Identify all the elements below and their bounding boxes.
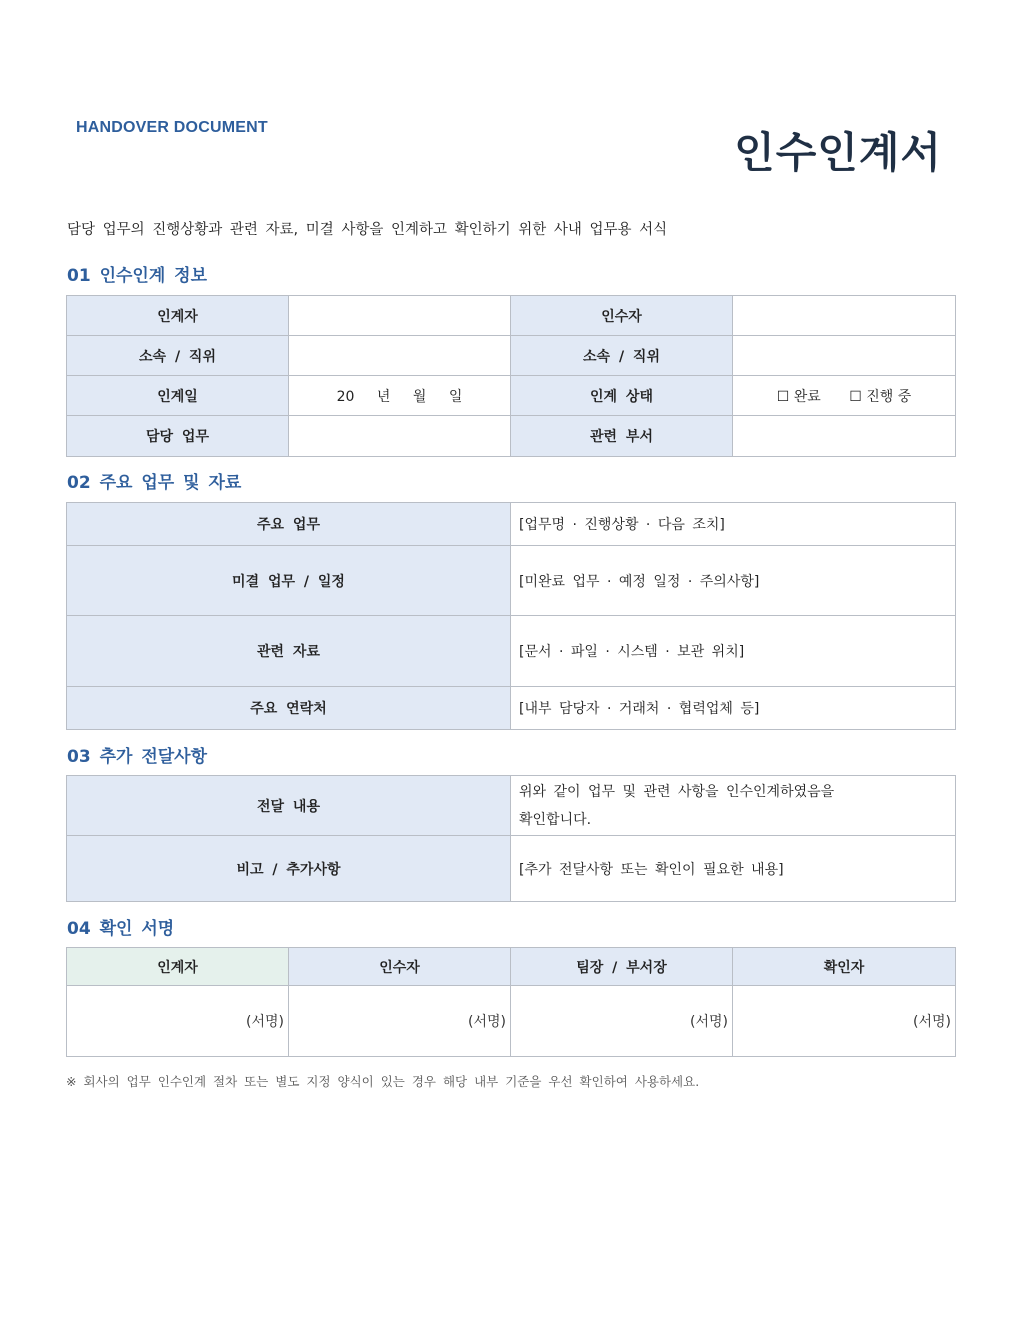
- sign-header-giver: 인계자: [67, 948, 289, 986]
- additional-notes-table: [66, 775, 956, 902]
- label-pending-tasks: 미결 업무 / 일정: [67, 546, 511, 616]
- signature-placeholder: (서명): [468, 1014, 506, 1030]
- pending-tasks-field[interactable]: [미완료 업무 · 예정 일정 · 주의사항]: [511, 546, 956, 616]
- signature-box-giver[interactable]: [67, 986, 289, 1057]
- key-contacts-field[interactable]: [내부 담당자 · 거래처 · 협력업체 등]: [511, 687, 956, 730]
- label-main-tasks: 주요 업무: [67, 503, 511, 546]
- page-title: 인수인계서: [734, 128, 942, 177]
- description: 담당 업무의 진행상황과 관련 자료, 미결 사항을 인계하고 확인하기 위한 사내 업무용 서식: [67, 222, 668, 238]
- signature-placeholder: (서명): [690, 1014, 728, 1030]
- english-title: HANDOVER DOCUMENT: [76, 119, 268, 136]
- label-handover-content: 전달 내용: [67, 776, 511, 836]
- giver-field[interactable]: [289, 296, 511, 336]
- date-year-unit: 년: [376, 388, 391, 405]
- signature-box-receiver[interactable]: [289, 986, 511, 1057]
- handover-date-field[interactable]: [289, 376, 511, 416]
- remarks-field[interactable]: [추가 전달사항 또는 확인이 필요한 내용]: [511, 836, 956, 902]
- label-handover-status: 인계 상태: [511, 376, 733, 416]
- date-month-unit: 월: [412, 388, 427, 405]
- signature-box-team-leader[interactable]: [511, 986, 733, 1057]
- related-dept-field[interactable]: [733, 416, 956, 457]
- section-3-title: 03 추가 전달사항: [67, 747, 208, 767]
- label-dept-position-receiver: 소속 / 직위: [511, 336, 733, 376]
- signature-placeholder: (서명): [913, 1014, 951, 1030]
- giver-dept-position-field[interactable]: [289, 336, 511, 376]
- sign-header-confirmer: 확인자: [733, 948, 956, 986]
- sign-header-team-leader: 팀장 / 부서장: [511, 948, 733, 986]
- status-complete-checkbox[interactable]: ☐ 완료: [776, 388, 821, 405]
- status-in-progress-checkbox[interactable]: ☐ 진행 중: [849, 388, 912, 405]
- label-related-materials: 관련 자료: [67, 616, 511, 687]
- signature-box-confirmer[interactable]: [733, 986, 956, 1057]
- label-giver: 인계자: [67, 296, 289, 336]
- label-key-contacts: 주요 연락처: [67, 687, 511, 730]
- date-day-unit: 일: [448, 388, 463, 405]
- receiver-dept-position-field[interactable]: [733, 336, 956, 376]
- section-2-title: 02 주요 업무 및 자료: [67, 473, 242, 493]
- handover-status-field: [733, 376, 956, 416]
- label-handover-date: 인계일: [67, 376, 289, 416]
- label-dept-position-giver: 소속 / 직위: [67, 336, 289, 376]
- label-receiver: 인수자: [511, 296, 733, 336]
- receiver-field[interactable]: [733, 296, 956, 336]
- main-tasks-field[interactable]: [업무명 · 진행상황 · 다음 조치]: [511, 503, 956, 546]
- handover-content-line2: 확인합니다.: [519, 811, 592, 828]
- footer-note: ※ 회사의 업무 인수인계 절차 또는 별도 지정 양식이 있는 경우 해당 내부 기준을 우선 확인하여 사용하세요.: [66, 1074, 700, 1089]
- signature-placeholder: (서명): [246, 1014, 284, 1030]
- handover-content-field[interactable]: [511, 776, 956, 836]
- label-duty: 담당 업무: [67, 416, 289, 457]
- handover-info-table: [66, 295, 956, 457]
- signature-table: [66, 947, 956, 1057]
- label-related-dept: 관련 부서: [511, 416, 733, 457]
- duty-field[interactable]: [289, 416, 511, 457]
- date-year: 20: [336, 388, 355, 405]
- main-tasks-table: [66, 502, 956, 730]
- handover-content-line1: 위와 같이 업무 및 관련 사항을 인수인계하였음을: [519, 783, 835, 800]
- sign-header-receiver: 인수자: [289, 948, 511, 986]
- label-remarks: 비고 / 추가사항: [67, 836, 511, 902]
- section-1-title: 01 인수인계 정보: [67, 266, 208, 286]
- section-4-title: 04 확인 서명: [67, 919, 175, 939]
- related-materials-field[interactable]: [문서 · 파일 · 시스템 · 보관 위치]: [511, 616, 956, 687]
